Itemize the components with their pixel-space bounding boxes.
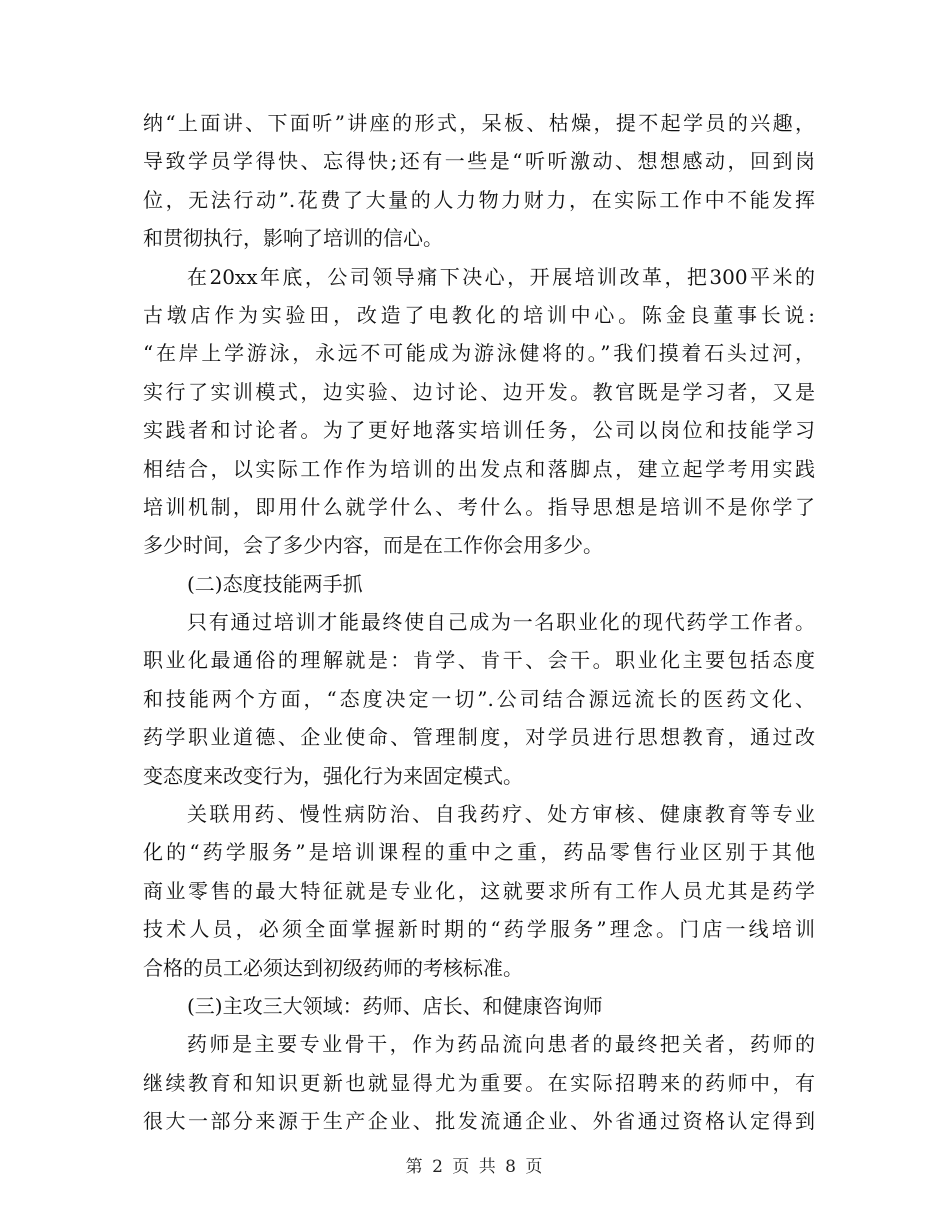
text-line: 商业零售的最大特征就是专业化，这就要求所有工作人员尤其是药学 bbox=[143, 878, 815, 903]
text-line: 在20xx年底，公司领导痛下决心，开展培训改革，把300平米的 bbox=[187, 264, 815, 289]
text-line: 继续教育和知识更新也就显得尤为重要。在实际招聘来的药师中，有 bbox=[143, 1070, 815, 1095]
text-line: 合格的员工必须达到初级药师的考核标准。 bbox=[143, 955, 523, 980]
text-line: 导致学员学得快、忘得快;还有一些是“听听激动、想想感动，回到岗 bbox=[143, 149, 815, 174]
text-line: 药学职业道德、企业使命、管理制度，对学员进行思想教育，通过改 bbox=[143, 725, 815, 750]
text-line: 实践者和讨论者。为了更好地落实培训任务，公司以岗位和技能学习 bbox=[143, 418, 815, 443]
text-line: 实行了实训模式，边实验、边讨论、边开发。教官既是学习者，又是 bbox=[143, 379, 815, 404]
text-line: 多少时间，会了多少内容，而是在工作你会用多少。 bbox=[143, 533, 603, 558]
text-line: 位，无法行动”.花费了大量的人力物力财力，在实际工作中不能发挥 bbox=[143, 187, 815, 212]
text-line: 和技能两个方面，“态度决定一切”.公司结合源远流长的医药文化、 bbox=[143, 686, 815, 711]
text-line: 纳“上面讲、下面听”讲座的形式，呆板、枯燥，提不起学员的兴趣， bbox=[143, 111, 815, 135]
text-line: 技术人员，必须全面掌握新时期的“药学服务”理念。门店一线培训 bbox=[143, 917, 815, 942]
text-line: 药师是主要专业骨干，作为药品流向患者的最终把关者，药师的 bbox=[187, 1032, 815, 1057]
text-line: (三)主攻三大领域：药师、店长、和健康咨询师 bbox=[187, 993, 603, 1018]
body-text bbox=[143, 104, 815, 1141]
text-line: “在岸上学游泳，永远不可能成为游泳健将的。”我们摸着石头过河， bbox=[143, 341, 815, 366]
text-line: 只有通过培训才能最终使自己成为一名职业化的现代药学工作者。 bbox=[187, 610, 815, 635]
text-line: 相结合，以实际工作作为培训的出发点和落脚点，建立起学考用实践 bbox=[143, 456, 815, 481]
text-line: (二)态度技能两手抓 bbox=[187, 571, 363, 596]
text-line: 培训机制，即用什么就学什么、考什么。指导思想是培训不是你学了 bbox=[143, 494, 815, 519]
text-line: 古墩店作为实验田，改造了电教化的培训中心。陈金良董事长说: bbox=[143, 302, 815, 327]
text-line: 关联用药、慢性病防治、自我药疗、处方审核、健康教育等专业 bbox=[187, 802, 815, 827]
text-line: 很大一部分来源于生产企业、批发流通企业、外省通过资格认定得到 bbox=[143, 1109, 815, 1134]
text-line: 和贯彻执行，影响了培训的信心。 bbox=[143, 226, 443, 251]
text-line: 化的“药学服务”是培训课程的重中之重，药品零售行业区别于其他 bbox=[143, 840, 815, 865]
text-line: 变态度来改变行为，强化行为来固定模式。 bbox=[143, 763, 523, 788]
page-footer: 第 2 页 共 8 页 bbox=[405, 1157, 545, 1177]
text-line: 职业化最通俗的理解就是：肯学、肯干、会干。职业化主要包括态度 bbox=[143, 648, 815, 673]
